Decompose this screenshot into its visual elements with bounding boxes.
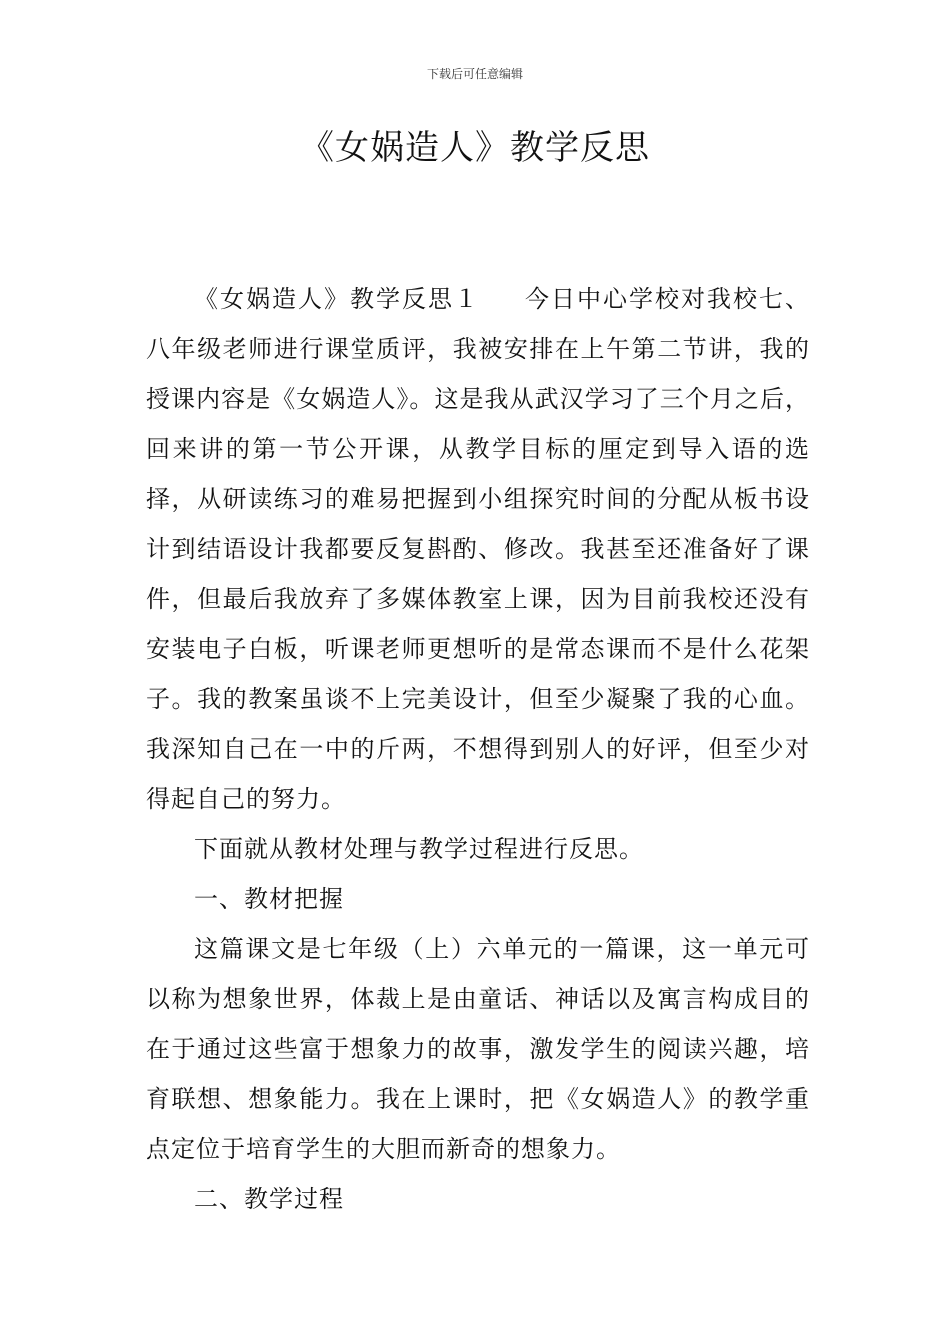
paragraph-2: 下面就从教材处理与教学过程进行反思。 [194,835,644,863]
section-heading-1: 一、教材把握 [194,885,344,913]
paragraph-1-lead: 《女娲造人》教学反思１ [194,285,480,313]
paragraph-1-text: 今日中心学校对我校七、八年级老师进行课堂质评，我被安排在上午第二节讲，我的授课内容是《女娲造人》。这是我从武汉学习了三个月之后，回来讲的第一节公开课，从教学目标的厘定到导入语的选择，从研读练习的难易把握到小组探究时间的分配从板书设计到结语设计我都要反复斟酌、修改。我甚至还准备好了课件，但最后我放弃了多媒体教室上课，因为目前我校还没有安装电子白板，听课老师更想听的是常态课而不是什么花架子。我的教案虽谈不上完美设计，但至少凝聚了我的心血。我深知自己在一中的斤两，不想得到别人的好评，但至少对得起自己的努力。 [146,285,810,813]
document-title: 《女娲造人》教学反思 [300,128,650,168]
document-body [146,274,810,1224]
header-note: 下载后可任意编辑 [426,67,523,81]
paragraph-1 [146,274,810,824]
section-heading-2: 二、教学过程 [194,1185,344,1213]
paragraph-3: 这篇课文是七年级（上）六单元的一篇课，这一单元可以称为想象世界，体裁上是由童话、神话以及寓言构成目的在于通过这些富于想象力的故事，激发学生的阅读兴趣，培育联想、想象能力。我在上课时，把《女娲造人》的教学重点定位于培育学生的大胆而新奇的想象力。 [146,935,810,1163]
